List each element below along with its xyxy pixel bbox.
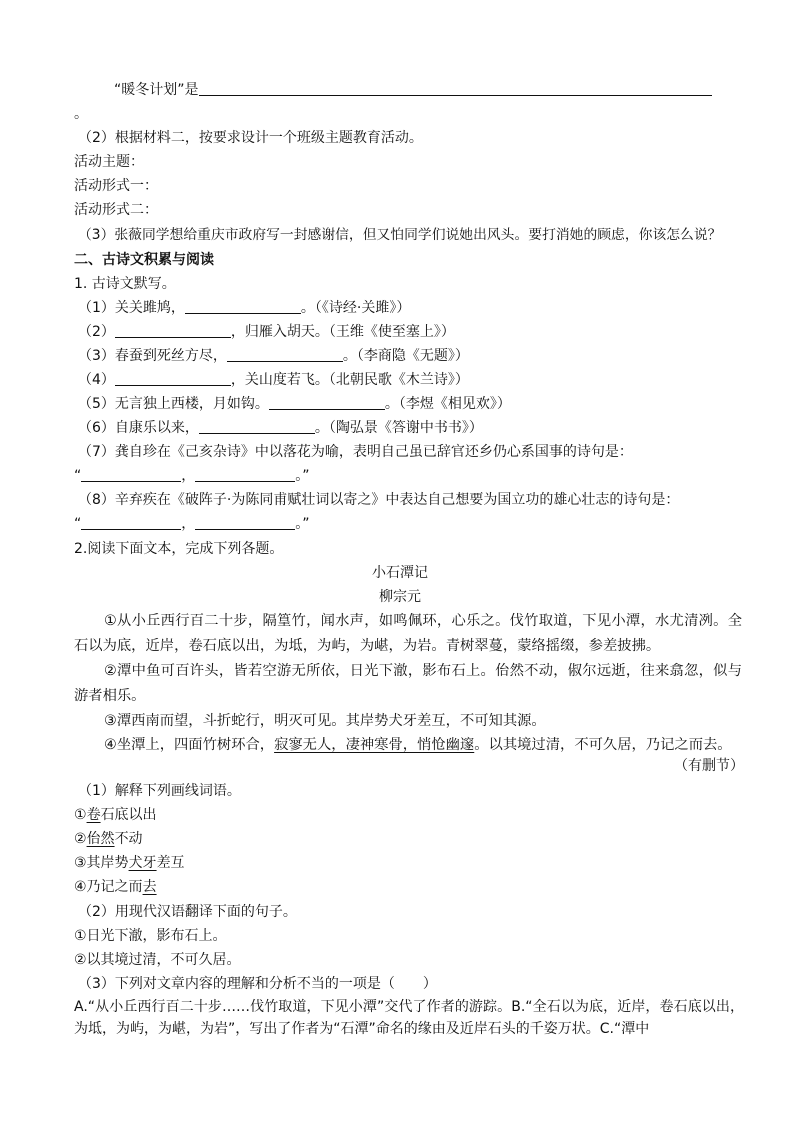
underlined-phrase: 寂寥无人，凄神寒骨，悄怆幽邃 xyxy=(274,737,475,753)
poem-text: （6）自康乐以来， xyxy=(78,420,199,436)
word-prefix: ② xyxy=(74,831,87,847)
article-author: 柳宗元 xyxy=(379,589,421,605)
option-text: A.“从小丘西行百二十步……伐竹取道，下见小潭”交代了作者的游踪。B.“全石以为底，近岸，卷石底以出，为坻，为屿，为嵁，为岩”，写出了作者为“石潭”命名的缘由及近岸石头的千姿万状。C.“潭中 xyxy=(74,999,744,1037)
poem-source: ，关山度若飞。（北朝民歌《木兰诗》） xyxy=(230,372,469,388)
paragraph-text: ④坐潭上，四面竹树环合， xyxy=(104,737,275,753)
article-paragraph-2: ②潭中鱼可百许头，皆若空游无所依，日光下澈，影布石上。佁然不动，俶尔远逝，往来翕忽，似与游者相乐。 xyxy=(74,663,742,704)
article-paragraph-3: ③潭西南而望，斗折蛇行，明灭可见。其岸势犬牙差互，不可知其源。 xyxy=(104,713,546,729)
answer-blank[interactable] xyxy=(199,419,315,434)
warm-plan-line xyxy=(114,80,712,100)
warm-plan-end: 。 xyxy=(74,106,88,122)
word-prefix: ③其岸势 xyxy=(74,855,129,871)
dictation-title: 1. 古诗文默写。 xyxy=(74,276,176,292)
activity-form-2-label: 活动形式二： xyxy=(74,202,158,218)
underlined-word: 佁然 xyxy=(86,831,115,847)
word-prefix: ① xyxy=(74,807,87,823)
answer-blank[interactable] xyxy=(195,467,295,482)
answer-blank[interactable] xyxy=(269,395,385,410)
subquestion-1: （1）解释下列画线词语。 xyxy=(78,783,241,799)
comma: ， xyxy=(181,468,196,484)
translate-sentence-1: ①日光下澈，影布石上。 xyxy=(74,928,227,944)
answer-blank[interactable] xyxy=(115,371,231,386)
poem-source: 。（李煜《相见欢》） xyxy=(384,396,511,412)
subquestion-2: （2）用现代汉语翻译下面的句子。 xyxy=(78,904,297,920)
quote-mark: “ xyxy=(74,516,82,532)
paragraph-text: 。以其境过清，不可久居，乃记之而去。 xyxy=(474,737,732,753)
word-prefix: ④乃记之而 xyxy=(74,879,143,895)
answer-blank[interactable] xyxy=(195,515,295,530)
poem-source: 。（陶弘景《答谢中书书》） xyxy=(314,420,483,436)
word-item-4 xyxy=(74,877,157,897)
underlined-word: 去 xyxy=(142,879,157,895)
poem-text: （3）春蚕到死丝方尽， xyxy=(78,348,227,364)
poem-text: （1）关关雎鸠， xyxy=(78,300,185,316)
word-suffix: 差互 xyxy=(156,855,185,871)
poem-source: 。（《诗经·关雎》） xyxy=(300,300,411,316)
subquestion-3: （3）下列对文章内容的理解和分析不当的一项是（ ） xyxy=(78,976,437,992)
word-suffix: 石底以出 xyxy=(100,807,157,823)
poem-line-2 xyxy=(78,322,455,342)
poem-question-8: （8）辛弃疾在《破阵子·为陈同甫赋壮词以寄之》中表达自己想要为国立功的雄心壮志的诗句是： xyxy=(78,492,680,508)
word-suffix: 不动 xyxy=(114,831,143,847)
poem-source: 。（李商隐《无题》） xyxy=(342,348,469,364)
article-paragraph-4 xyxy=(74,733,742,758)
translate-sentence-2: ②以其境过清，不可久居。 xyxy=(74,952,241,968)
quote-mark: 。” xyxy=(295,516,310,532)
poem-line-1 xyxy=(78,298,410,318)
quote-mark: “ xyxy=(74,468,82,484)
underlined-word: 犬牙 xyxy=(128,855,157,871)
answer-blank[interactable] xyxy=(115,323,231,338)
poem-text: （5）无言独上西楼，月如钩。 xyxy=(78,396,269,412)
word-item-1 xyxy=(74,805,157,825)
word-item-3 xyxy=(74,853,185,873)
poem-answer-8 xyxy=(74,514,310,534)
poem-question-7: （7）龚自珍在《己亥杂诗》中以落花为喻，表明自己虽已辞官还乡仍心系国事的诗句是： xyxy=(78,444,633,460)
underlined-word: 卷 xyxy=(86,807,101,823)
answer-blank[interactable] xyxy=(185,299,301,314)
question-2: （2）根据材料二，按要求设计一个班级主题教育活动。 xyxy=(78,130,423,146)
poem-text: （4） xyxy=(78,372,115,388)
poem-line-4 xyxy=(78,370,469,390)
warm-plan-prefix: “暖冬计划”是 xyxy=(114,82,199,98)
article-title: 小石潭记 xyxy=(372,565,428,581)
poem-line-3 xyxy=(78,346,469,366)
answer-blank[interactable] xyxy=(227,347,343,362)
section-heading: 二、古诗文积累与阅读 xyxy=(74,252,214,268)
poem-source: ，归雁入胡天。（王维《使至塞上》） xyxy=(230,324,455,340)
abridged-note: （有删节） xyxy=(674,758,744,774)
answer-blank[interactable] xyxy=(81,467,181,482)
comma: ， xyxy=(181,516,196,532)
poem-line-5 xyxy=(78,394,511,414)
article-paragraph-1: ①从小丘西行百二十步，隔篁竹，闻水声，如鸣佩环，心乐之。伐竹取道，下见小潭，水尤清冽。全石以为底，近岸，卷石底以出，为坻，为屿，为嵁，为岩。青树翠蔓，蒙络摇缀，参差披拂。 xyxy=(74,613,742,654)
answer-blank[interactable] xyxy=(199,81,712,96)
quote-mark: 。” xyxy=(295,468,310,484)
answer-blank[interactable] xyxy=(81,515,181,530)
reading-title: 2.阅读下面文本，完成下列各题。 xyxy=(74,541,284,557)
poem-answer-7 xyxy=(74,466,310,486)
activity-theme-label: 活动主题： xyxy=(74,154,144,170)
question-3: （3）张薇同学想给重庆市政府写一封感谢信，但又怕同学们说她出风头。要打消她的顾虑，你该怎么说？ xyxy=(78,227,722,243)
word-item-2 xyxy=(74,829,143,849)
activity-form-1-label: 活动形式一： xyxy=(74,178,158,194)
poem-line-6 xyxy=(78,418,483,438)
poem-text: （2） xyxy=(78,324,115,340)
